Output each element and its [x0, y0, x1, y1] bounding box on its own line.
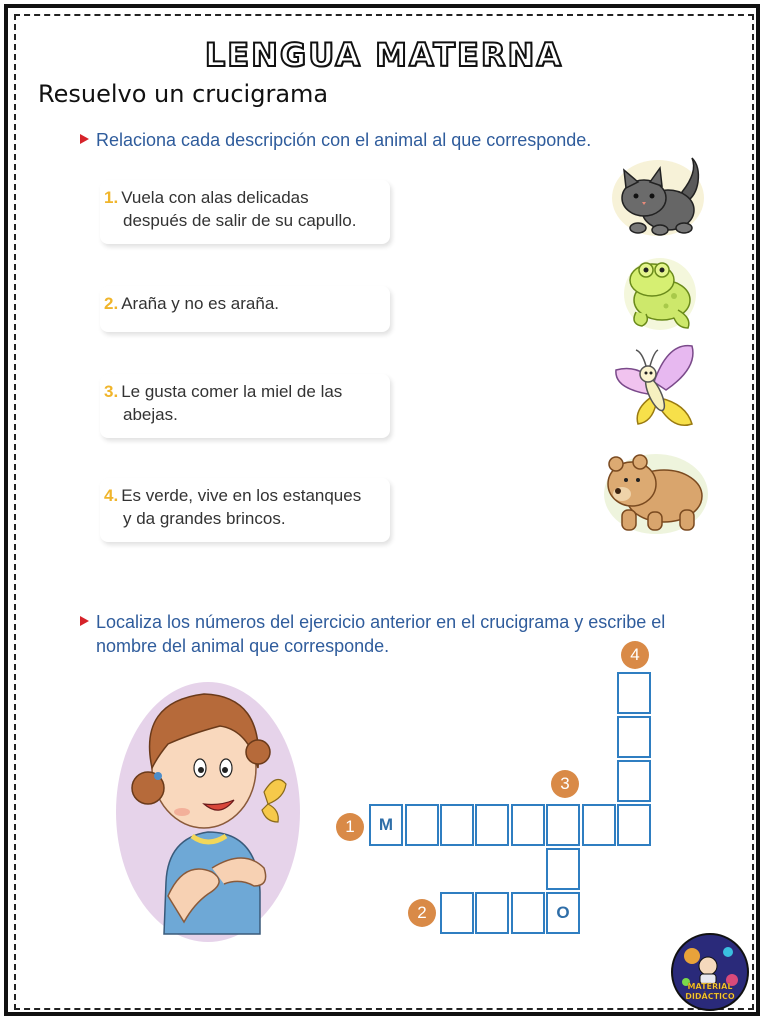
- description-number: 4.: [104, 486, 119, 505]
- description-line: Le gusta comer la miel de las: [121, 382, 343, 401]
- bullet-triangle-icon: [80, 134, 89, 144]
- crossword-cell[interactable]: [617, 760, 651, 802]
- instruction-crossword: [80, 610, 680, 658]
- crossword-number-2: 2: [408, 899, 436, 927]
- crossword-cell[interactable]: [475, 892, 509, 934]
- crossword-cell[interactable]: [617, 716, 651, 758]
- crossword-cell[interactable]: [617, 804, 651, 846]
- frog-icon: [622, 252, 700, 332]
- description-number: 2.: [104, 294, 119, 313]
- description-line: después de salir de su capullo.: [123, 211, 357, 230]
- description-number: 1.: [104, 188, 119, 207]
- bear-icon: [602, 444, 710, 536]
- description-1: [100, 180, 390, 244]
- crossword-cell[interactable]: [582, 804, 616, 846]
- description-line: Vuela con alas delicadas: [121, 188, 309, 207]
- bullet-triangle-icon: [80, 616, 89, 626]
- crossword-cell[interactable]: [440, 804, 474, 846]
- description-4: [100, 478, 390, 542]
- description-2: [100, 286, 390, 332]
- girl-illustration: [108, 672, 304, 942]
- crossword-cell[interactable]: [405, 804, 439, 846]
- crossword-cell[interactable]: [511, 804, 545, 846]
- crossword-cell[interactable]: [475, 804, 509, 846]
- instruction-crossword-line: nombre del animal que corresponde.: [96, 636, 390, 656]
- butterfly-icon: [608, 338, 700, 434]
- instruction-match-text: Relaciona cada descripción con el animal al que corresponde.: [96, 130, 592, 150]
- description-3: [100, 374, 390, 438]
- description-line: y da grandes brincos.: [123, 509, 286, 528]
- crossword-cell[interactable]: [511, 892, 545, 934]
- cat-icon: [608, 152, 708, 238]
- instruction-match: [80, 128, 591, 152]
- description-line: Es verde, vive en los estanques: [121, 486, 362, 505]
- crossword-number-1: 1: [336, 813, 364, 841]
- crossword-cell[interactable]: [546, 804, 580, 846]
- page-title: LENGUA MATERNA: [204, 36, 564, 74]
- description-number: 3.: [104, 382, 119, 401]
- description-line: Araña y no es araña.: [121, 294, 280, 313]
- crossword-cell[interactable]: [617, 672, 651, 714]
- crossword-cell[interactable]: [440, 892, 474, 934]
- logo-text-line1: MATERIAL: [687, 982, 733, 991]
- crossword-cell[interactable]: [546, 848, 580, 890]
- logo-text-line2: DIDÁCTICO: [685, 992, 735, 1001]
- description-line: abejas.: [123, 405, 178, 424]
- crossword-cell[interactable]: M: [369, 804, 403, 846]
- crossword-number-3: 3: [551, 770, 579, 798]
- crossword-cell[interactable]: O: [546, 892, 580, 934]
- crossword-number-4: 4: [621, 641, 649, 669]
- page-subtitle: Resuelvo un crucigrama: [38, 80, 329, 108]
- instruction-crossword-line: Localiza los números del ejercicio anterior en el crucigrama y escribe el: [96, 612, 666, 632]
